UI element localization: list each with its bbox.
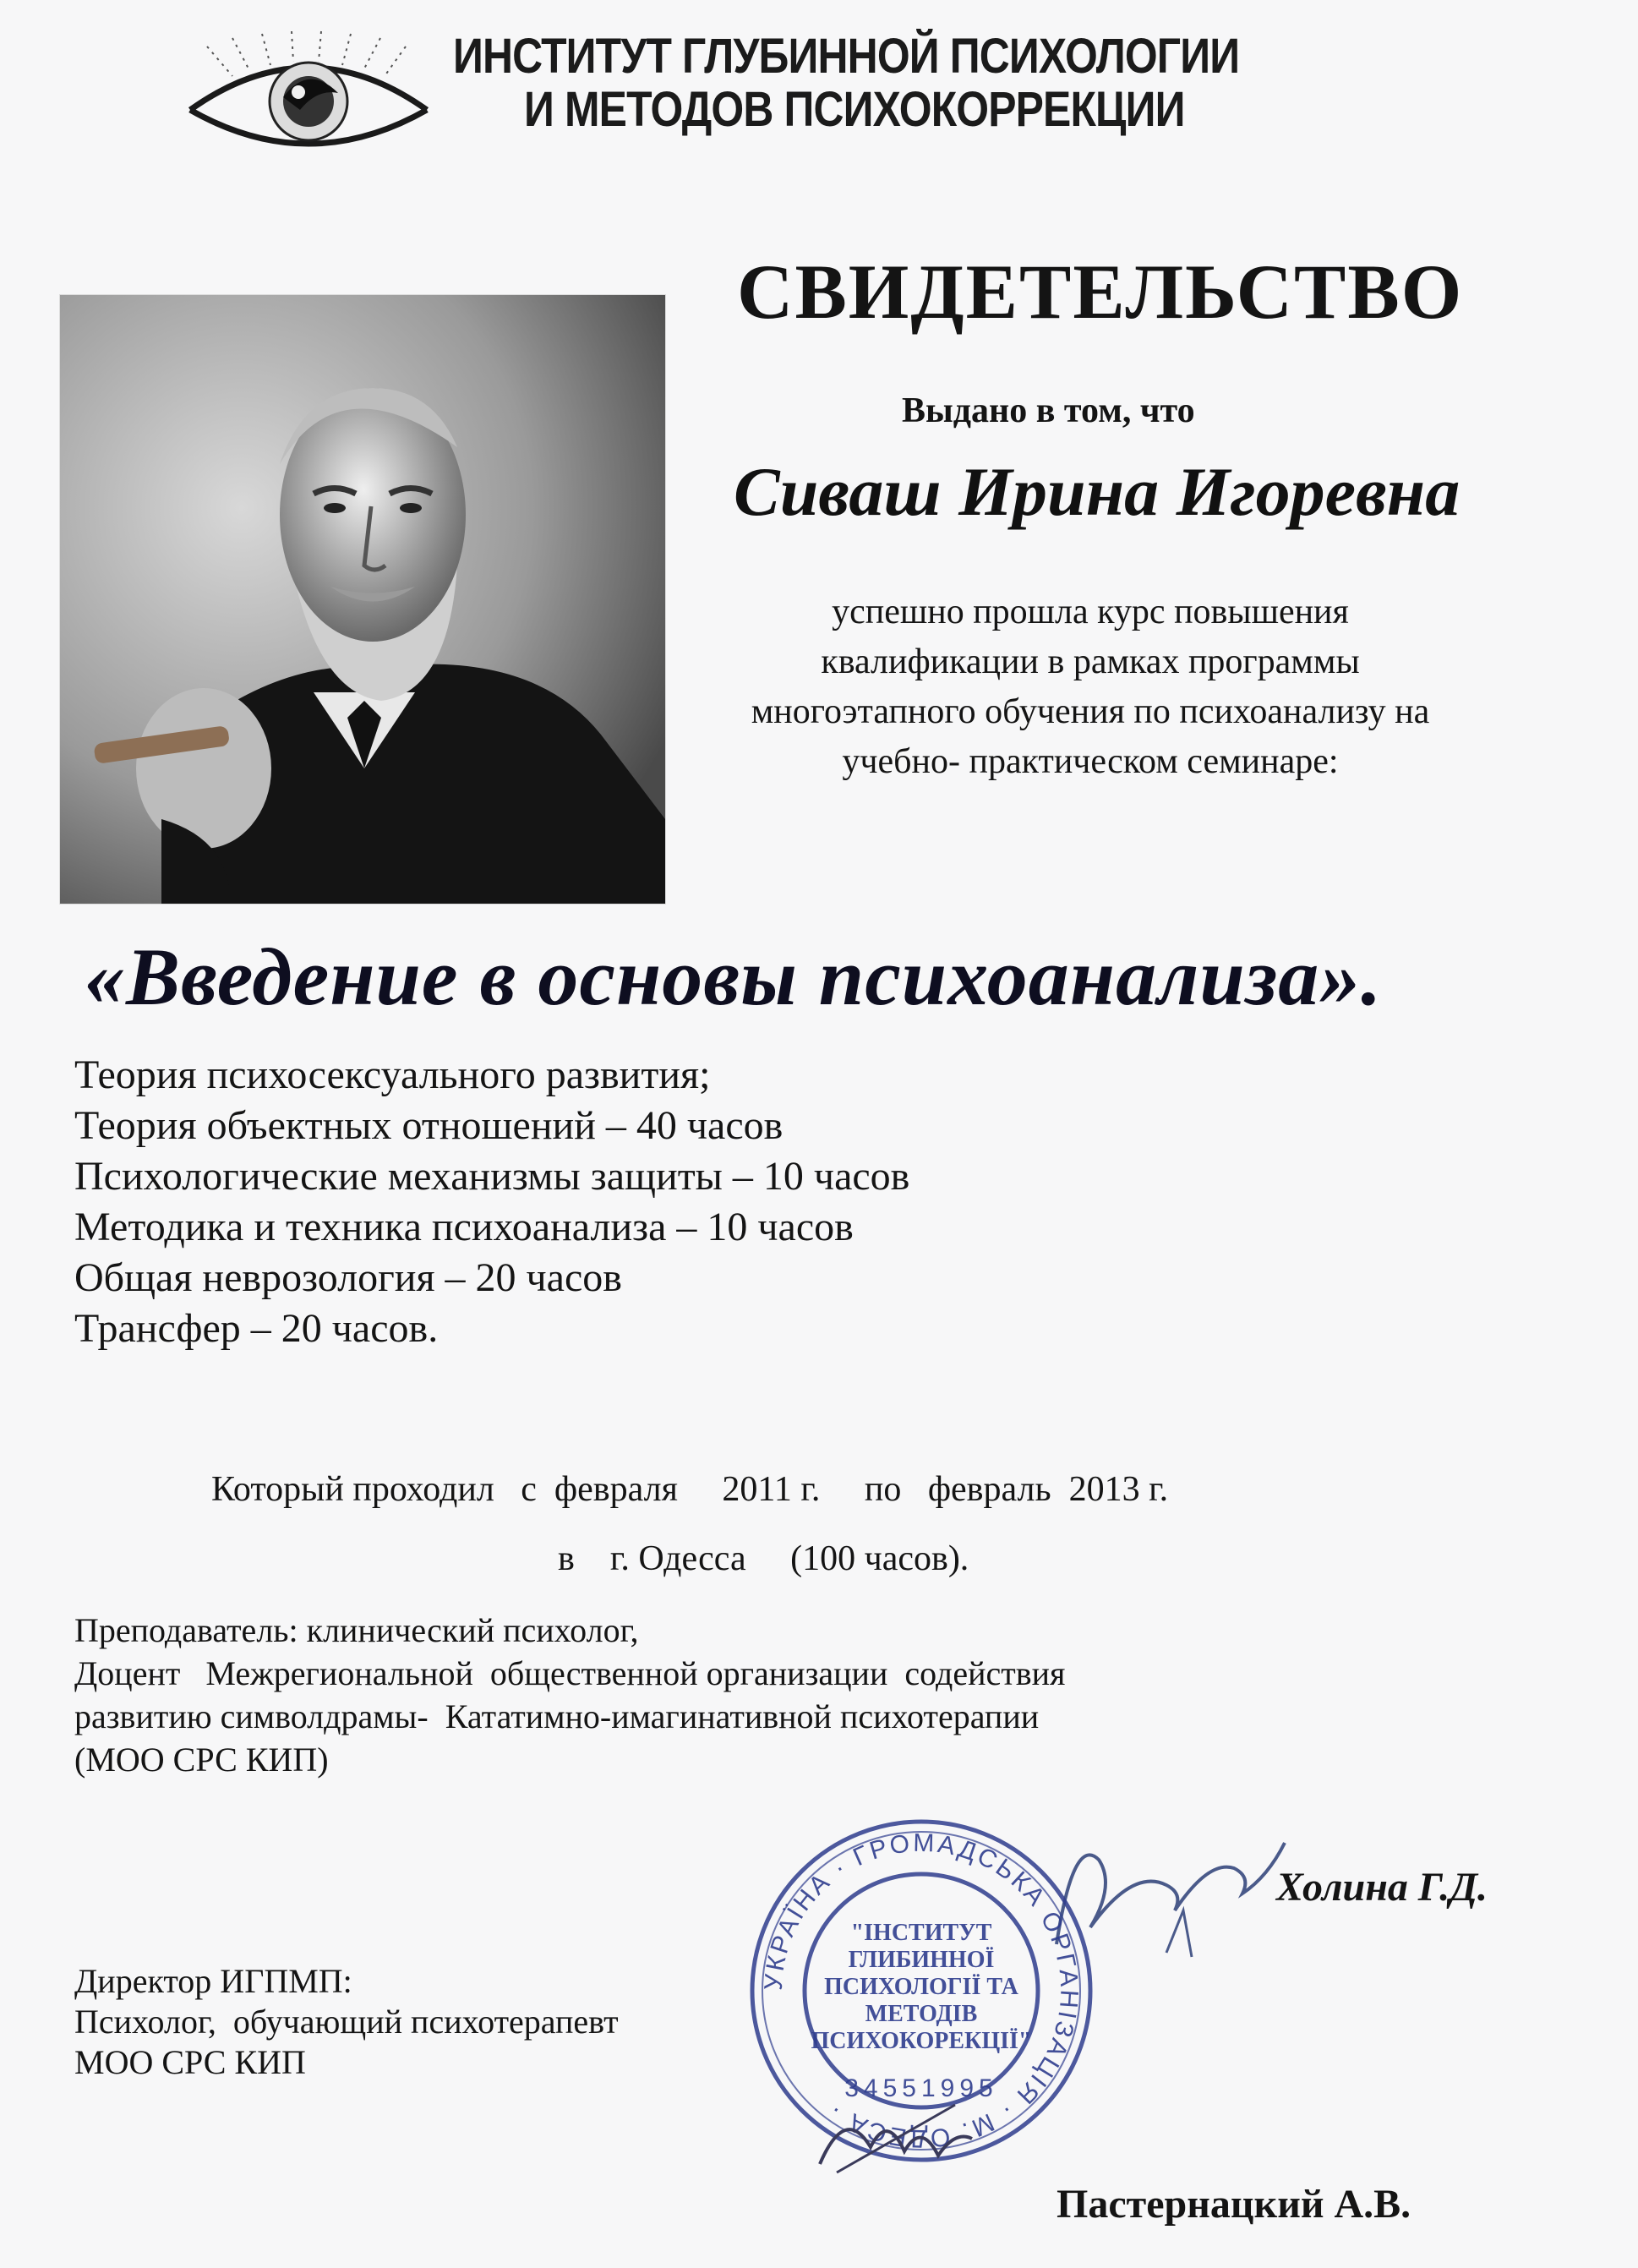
stamp-center-line: ПСИХОКОРЕКЦІЇ" [811, 2028, 1032, 2054]
issued-statement: Выдано в том, что [902, 391, 1195, 430]
director-line: Директор ИГПМП: [74, 1962, 352, 2000]
completion-line: учебно- практическом семинаре: [842, 742, 1339, 781]
completion-line: многоэтапного обучения по психоанализу на [751, 692, 1430, 731]
stamp-number: 34551995 [844, 2074, 998, 2102]
director-line: МОО СРС КИП [74, 2043, 306, 2081]
course-title: «Введение в основы психоанализа». [85, 932, 1383, 1022]
teacher-line: Преподаватель: клинический психолог, [74, 1611, 639, 1649]
director-signature [811, 2088, 980, 2181]
stamp-ring-text: УКРАЇНА · ГРОМАДСЬКА ОРГАНІЗАЦІЯ · М. ОДЕСА · [759, 1828, 1084, 2153]
completion-text [642, 587, 1538, 787]
portrait-photo [59, 294, 666, 904]
certificate-title: СВИДЕТЕЛЬСТВО [737, 249, 1464, 335]
period-line1: Который проходил с февраля 2011 г. по февраль 2013 г. [211, 1470, 1169, 1509]
director-info [74, 1961, 619, 2083]
topic-item: Методика и техника психоанализа – 10 часов [74, 1205, 854, 1249]
stamp-center-line: ПСИХОЛОГІЇ ТА [824, 1974, 1018, 2000]
completion-line: успешно прошла курс повышения [832, 593, 1349, 631]
topic-item: Трансфер – 20 часов. [74, 1306, 439, 1351]
teacher-line: (МОО СРС КИП) [74, 1741, 329, 1779]
topic-item: Теория объектных отношений – 40 часов [74, 1103, 784, 1148]
teacher-line: Доцент Межрегиональной общественной организации содействия [74, 1654, 1066, 1692]
topic-item: Теория психосексуального развития; [74, 1052, 711, 1097]
stamp-center-line: ГЛИБИННОЇ [848, 1947, 995, 1973]
stamp-center-line: "ІНСТИТУТ [850, 1920, 992, 1946]
completion-line: квалификации в рамках программы [821, 642, 1360, 681]
recipient-name: Сиваш Ирина Игоревна [734, 453, 1461, 530]
stamp-center-line: МЕТОДІВ [865, 2001, 978, 2027]
teacher-line: развитию символдрамы- Кататимно-имагинативной психотерапии [74, 1697, 1040, 1735]
topic-item: Психологические механизмы защиты – 10 часов [74, 1154, 910, 1199]
eye-icon [182, 30, 435, 156]
portrait-image [60, 295, 665, 904]
director-line: Психолог, обучающий психотерапевт [74, 2003, 619, 2041]
topic-item: Общая неврозология – 20 часов [74, 1255, 622, 1300]
period-line2: в г. Одесса (100 часов). [558, 1539, 969, 1578]
teacher-info [74, 1609, 1065, 1781]
teacher-signature-name: Холина Г.Д. [1276, 1865, 1488, 1910]
institute-name-line2: И МЕТОДОВ ПСИХОКОРРЕКЦИИ [524, 82, 1185, 137]
director-signature-name: Пастернацкий А.В. [1057, 2182, 1411, 2227]
institute-name-line1: ИНСТИТУТ ГЛУБИННОЙ ПСИХОЛОГИИ [453, 29, 1240, 84]
topics-list [74, 1050, 909, 1354]
